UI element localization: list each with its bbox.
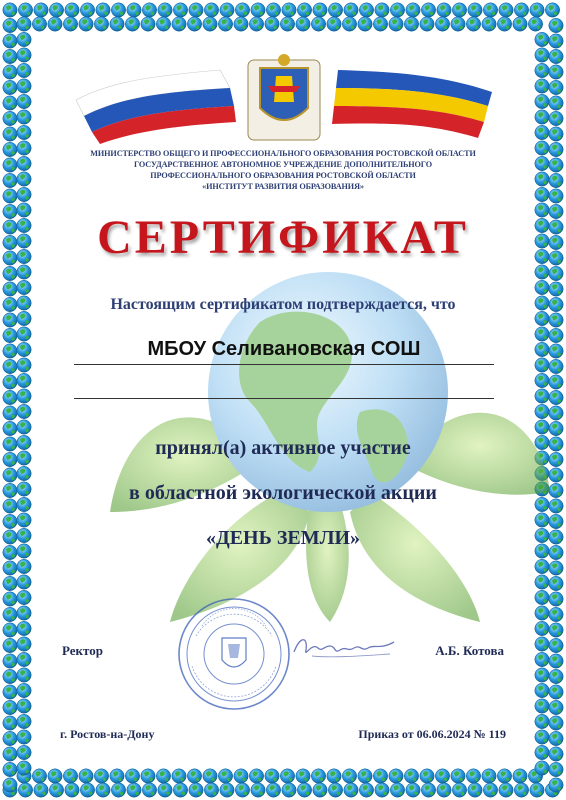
- event-name-text: «ДЕНЬ ЗЕМЛИ»: [205, 527, 361, 549]
- event-description-text: в областной экологической акции: [129, 482, 437, 504]
- ministry-header: [60, 148, 506, 192]
- rector-label: Ректор: [62, 643, 103, 658]
- order-text: Приказ от 06.06.2024 № 119: [358, 727, 506, 741]
- ministry-line: «ИНСТИТУТ РАЗВИТИЯ ОБРАЗОВАНИЯ»: [202, 182, 364, 191]
- confirmation-text: Настоящим сертификатом подтверждается, что: [110, 296, 456, 313]
- round-stamp-image: [176, 596, 292, 712]
- ministry-line: ПРОФЕССИОНАЛЬНОГО ОБРАЗОВАНИЯ РОСТОВСКОЙ ОБЛАСТИ: [150, 171, 416, 180]
- ministry-line: ГОСУДАРСТВЕННОЕ АВТОНОМНОЕ УЧРЕЖДЕНИЕ ДОПОЛНИТЕЛЬНОГО: [134, 160, 432, 169]
- participation-text: принял(а) активное участие: [155, 437, 411, 459]
- recipient-name: МБОУ Селивановская СОШ: [74, 336, 494, 365]
- rector-name: А.Б. Котова: [435, 643, 504, 658]
- signature-image: [290, 628, 400, 664]
- blank-line: [74, 398, 494, 399]
- ministry-line: МИНИСТЕРСТВО ОБЩЕГО И ПРОФЕССИОНАЛЬНОГО ОБРАЗОВАНИЯ РОСТОВСКОЙ ОБЛАСТИ: [90, 149, 476, 158]
- city-text: г. Ростов-на-Дону: [60, 727, 155, 741]
- flags-banner-image: [70, 52, 498, 144]
- certificate-title: СЕРТИФИКАТ: [97, 211, 469, 264]
